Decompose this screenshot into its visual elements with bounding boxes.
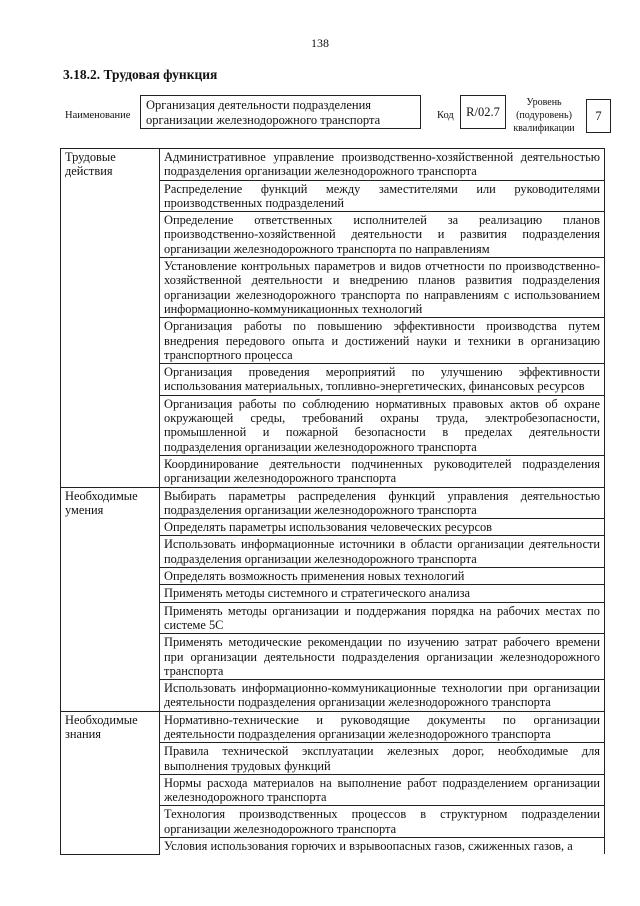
section-item: Применять методы системного и стратегического анализа	[160, 585, 605, 602]
code-label: Код	[437, 110, 454, 121]
section-item: Условия использования горючих и взрывоопасных газов, сжиженных газов, а	[160, 838, 605, 855]
section-item: Координирование деятельности подчиненных руководителей подразделения организации железнодорожного транспорта	[160, 455, 605, 487]
function-table	[60, 148, 605, 855]
section-item: Выбирать параметры распределения функций управления деятельностью подразделения организации железнодорожного транспорта	[160, 487, 605, 519]
section-item: Определять возможность применения новых технологий	[160, 568, 605, 585]
section-item: Технология производственных процессов в структурном подразделении организации железнодорожного транспорта	[160, 806, 605, 838]
section-item: Установление контрольных параметров и видов отчетности по производственно-хозяйственной деятельности и внедрению планов развития подразделения организации железнодорожного транспорта по направлениям с использованием информационно-коммуникационных технологий	[160, 258, 605, 318]
section-category: Трудовые действия	[61, 149, 160, 488]
section-item: Применять методы организации и поддержания порядка на рабочих местах по системе 5С	[160, 602, 605, 634]
code-value: R/02.7	[460, 95, 506, 129]
name-value: Организация деятельности подразделения организации железнодорожного транспорта	[140, 95, 421, 129]
section-item: Организация работы по повышению эффективности производства путем внедрения передового опыта и достижений науки и техники в организацию транспортного процесса	[160, 318, 605, 364]
section-item: Правила технической эксплуатации железных дорог, необходимые для выполнения трудовых функций	[160, 743, 605, 775]
section-item: Применять методические рекомендации по изучению затрат рабочего времени при организации деятельности подразделения организации железнодорожного транспорта	[160, 634, 605, 680]
table-row	[61, 711, 605, 743]
section-item: Распределение функций между заместителями или руководителями производственных подразделений	[160, 180, 605, 212]
section-item: Определение ответственных исполнителей за реализацию планов производственно-хозяйственной деятельности и развития подразделения организации железнодорожного транспорта по направлениям	[160, 212, 605, 258]
section-title: 3.18.2. Трудовая функция	[63, 67, 218, 82]
section-item: Использовать информационные источники в области организации деятельности подразделения организации железнодорожного транспорта	[160, 536, 605, 568]
section-item: Использовать информационно-коммуникационные технологии при организации деятельности подразделения организации железнодорожного транспорта	[160, 680, 605, 712]
name-label: Наименование	[65, 110, 131, 121]
section-item: Определять параметры использования человеческих ресурсов	[160, 519, 605, 536]
section-item: Организация проведения мероприятий по улучшению эффективности использования материальных, топливно-энергетических, финансовых ресурсов	[160, 364, 605, 396]
table-row	[61, 487, 605, 519]
page-number: 138	[311, 36, 329, 50]
section-category: Необходимые умения	[61, 487, 160, 711]
section-item: Административное управление производственно-хозяйственной деятельностью подразделения организации железнодорожного транспорта	[160, 149, 605, 181]
section-category: Необходимые знания	[61, 711, 160, 854]
level-label: Уровень (подуровень) квалификации	[513, 97, 575, 134]
section-item: Организация работы по соблюдению нормативных правовых актов об охране окружающей среды, требований охраны труда, электробезопасности, промышленной и пожарной безопасности в пределах деятельности подразделения организации железнодорожного транспорта	[160, 395, 605, 455]
table-row	[61, 149, 605, 181]
section-item: Нормы расхода материалов на выполнение работ подразделением организации железнодорожного транспорта	[160, 774, 605, 806]
level-value: 7	[586, 99, 611, 133]
section-item: Нормативно-технические и руководящие документы по организации деятельности подразделения организации железнодорожного транспорта	[160, 711, 605, 743]
